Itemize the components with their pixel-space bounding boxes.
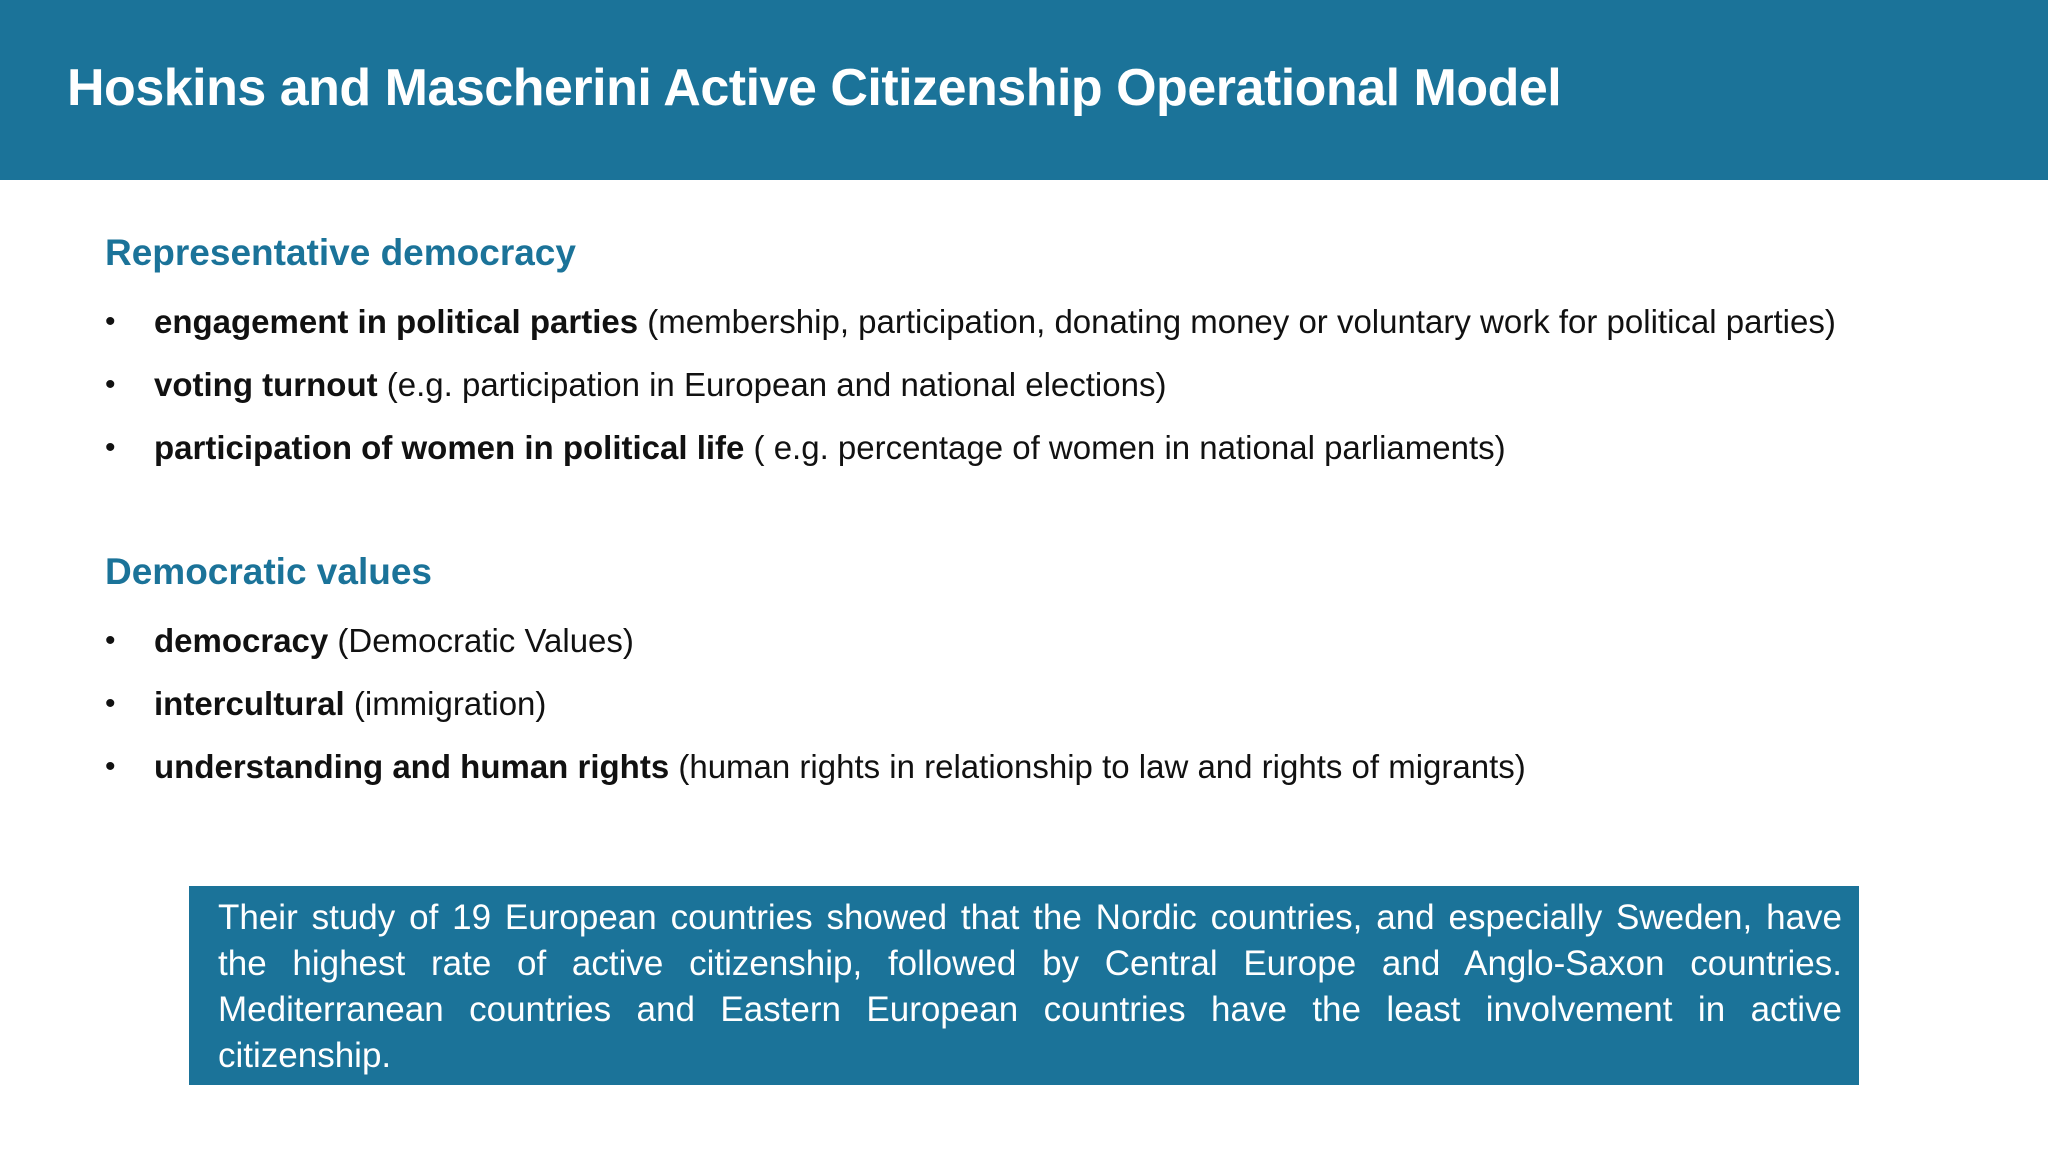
bullet-term: intercultural bbox=[154, 685, 345, 722]
bullet-detail: (e.g. participation in European and national elections) bbox=[377, 366, 1167, 403]
bullet-term: understanding and human rights bbox=[154, 748, 670, 785]
bullet-item bbox=[105, 290, 2005, 353]
bullet-item bbox=[105, 735, 2005, 798]
summary-callout-text: Their study of 19 European countries showed that the Nordic countries, and especially Sweden, have the highest rate of active citizenship, followed by Central Europe and Anglo-Saxon countries. Mediterranean countries and Eastern European countries have the least involvement in active citizenship. bbox=[218, 898, 1842, 1075]
bullet-icon: • bbox=[105, 750, 116, 783]
bullet-detail: (membership, participation, donating money or voluntary work for political parties) bbox=[638, 303, 1836, 340]
bullet-item bbox=[105, 353, 2005, 416]
slide-title: Hoskins and Mascherini Active Citizenship Operational Model bbox=[67, 59, 1562, 117]
bullet-icon: • bbox=[105, 368, 116, 401]
bullet-list bbox=[105, 609, 2005, 798]
bullet-icon: • bbox=[105, 431, 116, 464]
bullet-item bbox=[105, 672, 2005, 735]
bullet-icon: • bbox=[105, 687, 116, 720]
title-bar bbox=[0, 0, 2048, 180]
bullet-detail: (immigration) bbox=[344, 685, 547, 722]
bullet-term: democracy bbox=[154, 622, 329, 659]
bullet-detail: (human rights in relationship to law and rights of migrants) bbox=[669, 748, 1526, 785]
bullet-term: participation of women in political life bbox=[154, 429, 745, 466]
section-heading: Representative democracy bbox=[105, 232, 576, 273]
bullet-item bbox=[105, 416, 2005, 479]
summary-callout-box bbox=[189, 886, 1859, 1085]
bullet-detail: (Democratic Values) bbox=[328, 622, 634, 659]
section-democratic-values bbox=[105, 547, 2005, 798]
section-representative-democracy bbox=[105, 228, 2005, 479]
bullet-icon: • bbox=[105, 624, 116, 657]
bullet-term: voting turnout bbox=[154, 366, 378, 403]
bullet-item bbox=[105, 609, 2005, 672]
bullet-icon: • bbox=[105, 305, 116, 338]
bullet-term: engagement in political parties bbox=[154, 303, 639, 340]
bullet-list bbox=[105, 290, 2005, 479]
bullet-detail: ( e.g. percentage of women in national parliaments) bbox=[744, 429, 1506, 466]
section-heading: Democratic values bbox=[105, 551, 433, 592]
